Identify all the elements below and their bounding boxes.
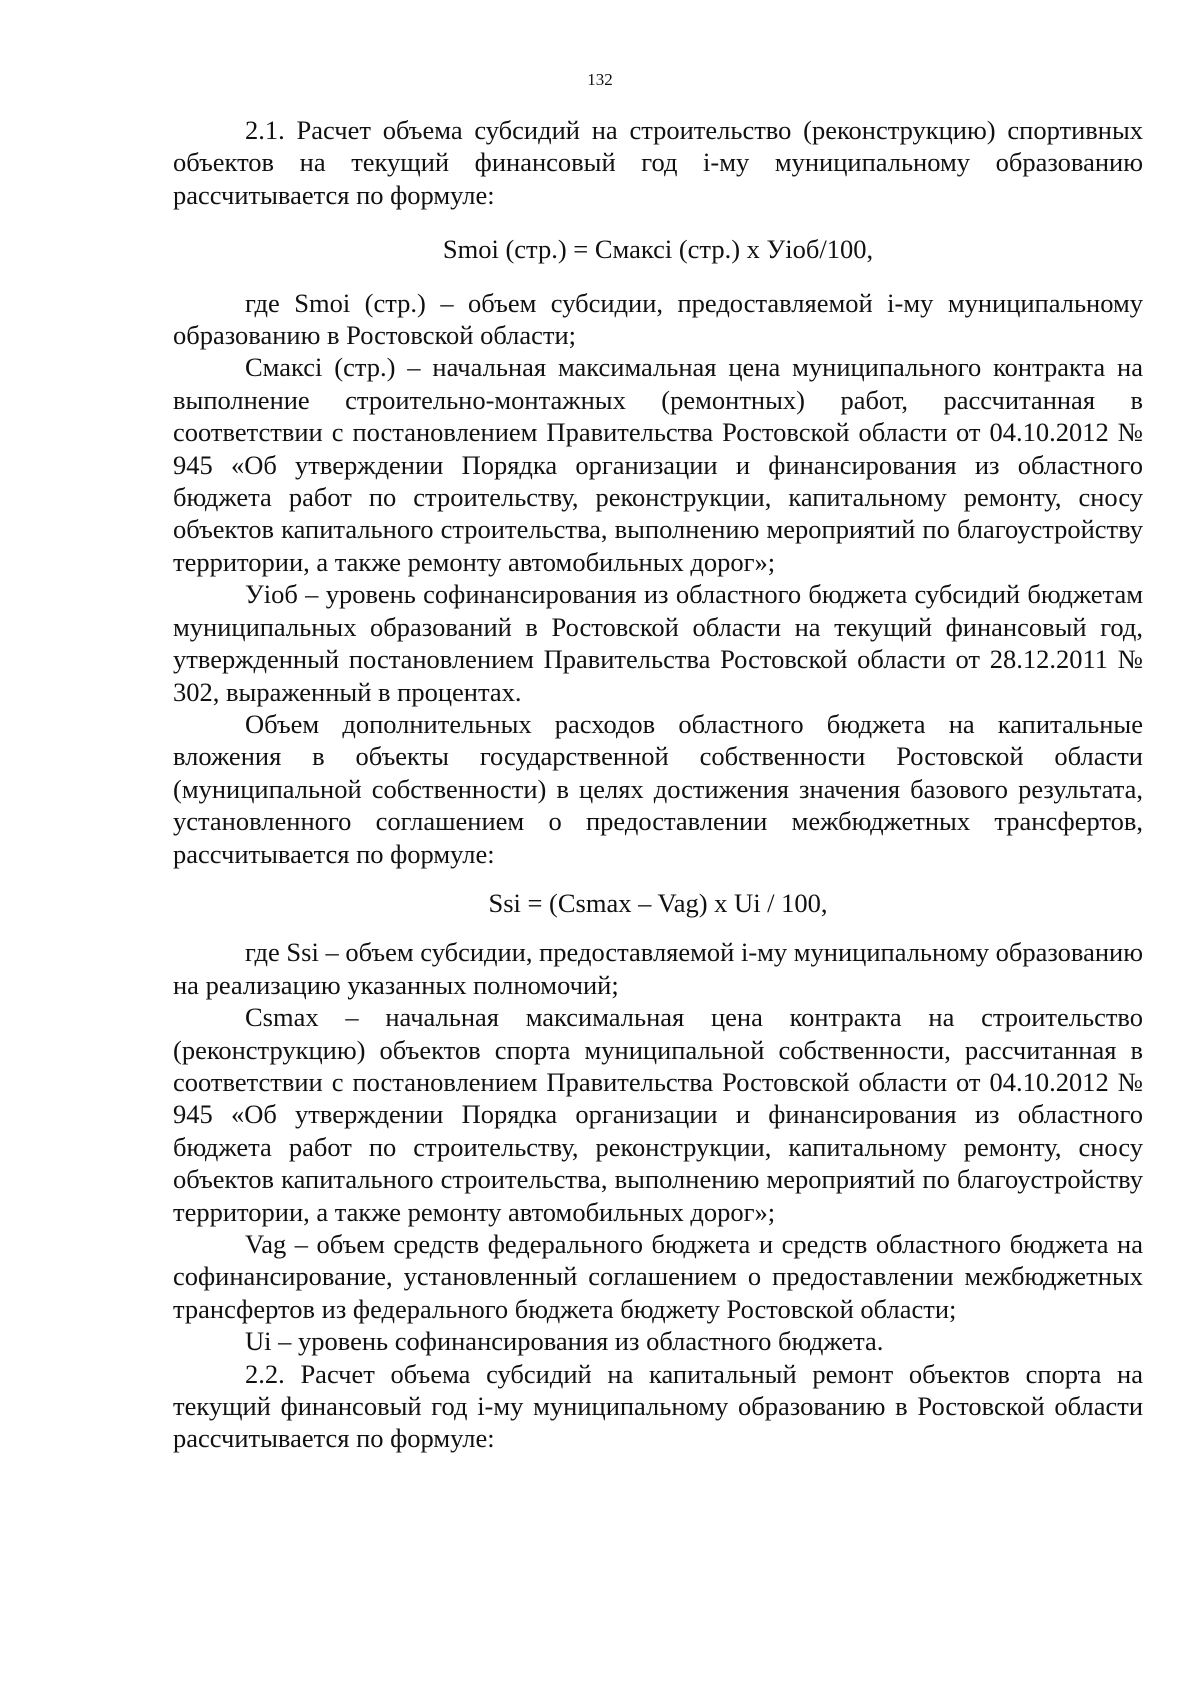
definition-vag: Vag – объем средств федерального бюджета и средств областного бюджета на софинансирование, установленный соглашением о предоставлении межбюджетных трансфертов из федерального бюджета бюджету Ростовской области; xyxy=(173,1229,1143,1324)
definition-csmax: Csmax – начальная максимальная цена контракта на строительство (реконструкцию) объектов спорта муниципальной собственности, рассчитанная в соответствии с постановлением Правительства Ростовской области от 04.10.2012 № 945 «Об утверждении Порядка организации и финансирования из областного бюджета работ по строительству, реконструкции, капитальному ремонту, сносу объектов капитального строительства, выполнению мероприятий по благоустройству территории, а также ремонту автомобильных дорог»; xyxy=(173,1002,1143,1227)
paragraph-2-2-intro: 2.2. Расчет объема субсидий на капитальный ремонт объектов спорта на текущий финансовый год i-му муниципальному образованию в Ростовской области рассчитывается по формуле: xyxy=(173,1358,1143,1454)
definition-smoi: где Smoi (стр.) – объем субсидии, предоставляемой i-му муниципальному образованию в Ростовской области; xyxy=(173,287,1143,351)
definition-cmaksi: Смаксi (стр.) – начальная максимальная цена муниципального контракта на выполнение строительно-монтажных (ремонтных) работ, рассчитанная в соответствии с постановлением Правительства Ростовской области от 04.10.2012 № 945 «Об утверждении Порядка организации и финансирования из областного бюджета работ по строительству, реконструкции, капитальному ремонту, сносу объектов капитального строительства, выполнению мероприятий по благоустройству территории, а также ремонту автомобильных дорог»; xyxy=(173,352,1143,577)
formula-smoi: Smoi (стр.) = Cмаксi (стр.) х Уioб/100, xyxy=(442,234,874,265)
document-body xyxy=(173,114,1143,1455)
formula-ssi: Ssi = (Csmax – Vag) x Ui / 100, xyxy=(488,887,828,918)
paragraph-additional-expenses: Объем дополнительных расходов областного бюджета на капитальные вложения в объекты государственной собственности Ростовской области (муниципальной собственности) в целях достижения значения базового результата, установленного соглашением о предоставлении межбюджетных трансфертов, рассчитывается по формуле: xyxy=(173,708,1143,869)
paragraph-2-1-intro: 2.1. Расчет объема субсидий на строительство (реконструкцию) спортивных объектов на текущий финансовый год i-му муниципальному образованию рассчитывается по формуле: xyxy=(173,115,1143,210)
page-number: 132 xyxy=(587,70,613,89)
definition-ssi: где Ssi – объем субсидии, предоставляемой i-му муниципальному образованию на реализацию указанных полномочий; xyxy=(173,937,1143,1000)
definition-uiob: Уioб – уровень софинансирования из областного бюджета субсидий бюджетам муниципальных образований в Ростовской области на текущий финансовый год, утвержденный постановлением Правительства Ростовской области от 28.12.2011 № 302, выраженный в процентах. xyxy=(173,579,1143,707)
definition-ui: Ui – уровень софинансирования из областного бюджета. xyxy=(245,1326,884,1357)
